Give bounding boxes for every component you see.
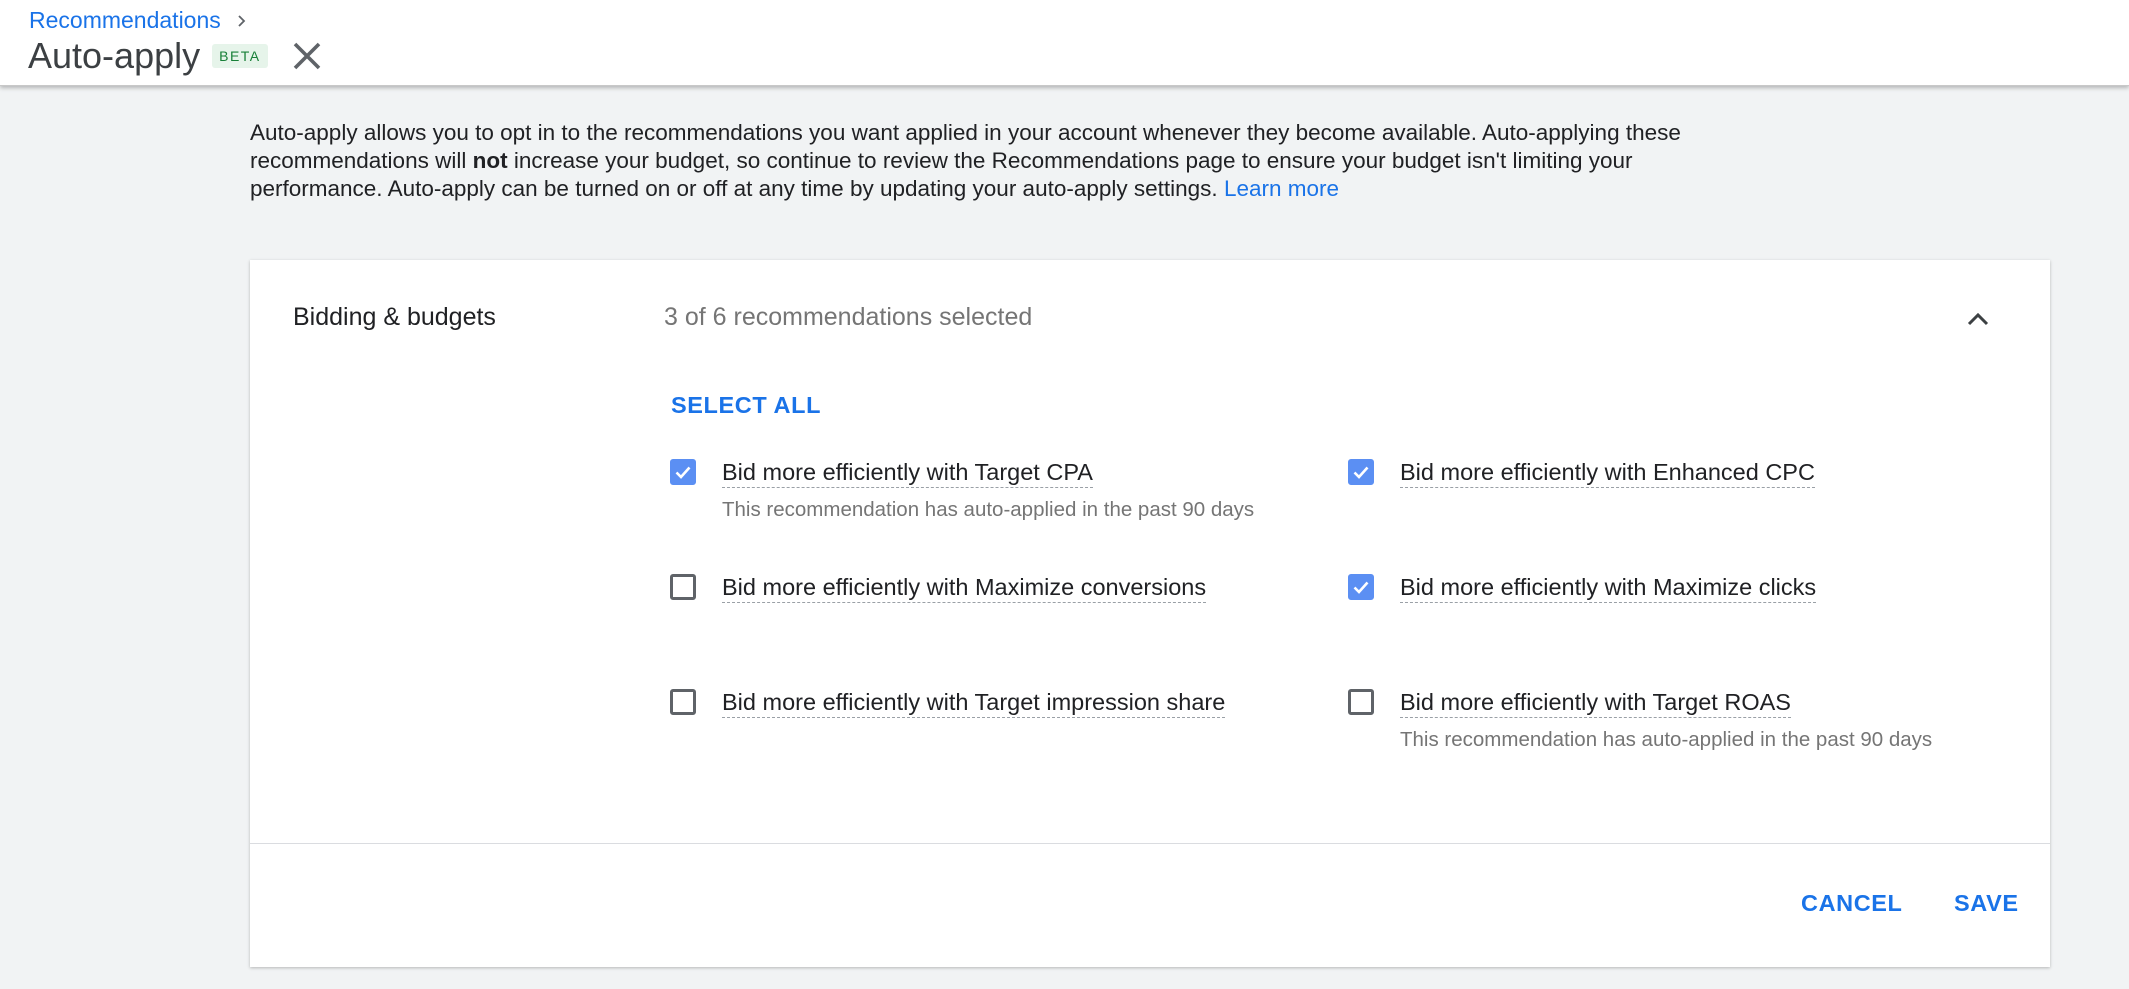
option-maximize-clicks [1348,574,1816,603]
option-target-impression-share [670,689,1225,718]
breadcrumb-link-recommendations[interactable]: Recommendations [29,7,221,33]
check-icon [1352,463,1370,481]
option-maximize-conversions [670,574,1206,603]
save-button[interactable]: SAVE [1954,890,2019,916]
option-enhanced-cpc [1348,459,1815,488]
top-bar [0,0,2129,86]
learn-more-link[interactable]: Learn more [1223,176,1339,201]
section-title: Bidding & budgets [293,303,496,331]
checkbox-target-impression-share[interactable] [670,689,696,715]
chevron-right-icon [235,14,249,28]
option-label[interactable]: Bid more efficiently with Maximize conversions [722,574,1206,603]
beta-badge: BETA [212,44,268,68]
page-title: Auto-apply [28,35,201,76]
checkbox-maximize-conversions[interactable] [670,574,696,600]
bidding-budgets-card [250,260,2050,967]
option-target-roas [1348,689,1932,752]
checkbox-target-roas[interactable] [1348,689,1374,715]
option-label[interactable]: Bid more efficiently with Maximize clicks [1400,574,1816,603]
option-label[interactable]: Bid more efficiently with Target ROAS [1400,689,1791,718]
select-all-button[interactable]: SELECT ALL [671,392,822,418]
check-icon [1352,578,1370,596]
checkbox-target-cpa[interactable] [670,459,696,485]
option-note: This recommendation has auto-applied in the past 90 days [1400,728,1933,751]
breadcrumb [29,7,249,34]
option-label[interactable]: Bid more efficiently with Enhanced CPC [1400,459,1815,488]
intro-text-1: Auto-apply allows you to opt in to the recommendations you want applied in your account whenever they become available. Auto-applying these recommendations will [250,120,1681,173]
title-row [28,35,324,77]
selection-summary: 3 of 6 recommendations selected [664,303,1033,331]
check-icon [674,463,692,481]
option-note: This recommendation has auto-applied in the past 90 days [722,498,1255,521]
option-target-cpa [670,459,1254,522]
cancel-button[interactable]: CANCEL [1801,890,1903,916]
close-icon[interactable] [290,39,324,73]
checkbox-maximize-clicks[interactable] [1348,574,1374,600]
intro-text-2: increase your budget, so continue to review the Recommendations page to ensure your budget isn't limiting your performance. Auto-apply can be turned on or off at any time by updating your auto-apply settings. [250,148,1633,201]
option-label[interactable]: Bid more efficiently with Target CPA [722,459,1093,488]
intro-bold-not: not [472,148,508,173]
checkbox-enhanced-cpc[interactable] [1348,459,1374,485]
intro-description [250,119,1690,203]
option-label[interactable]: Bid more efficiently with Target impression share [722,689,1225,718]
chevron-up-icon[interactable] [1965,306,1991,332]
footer-divider [250,843,2050,844]
